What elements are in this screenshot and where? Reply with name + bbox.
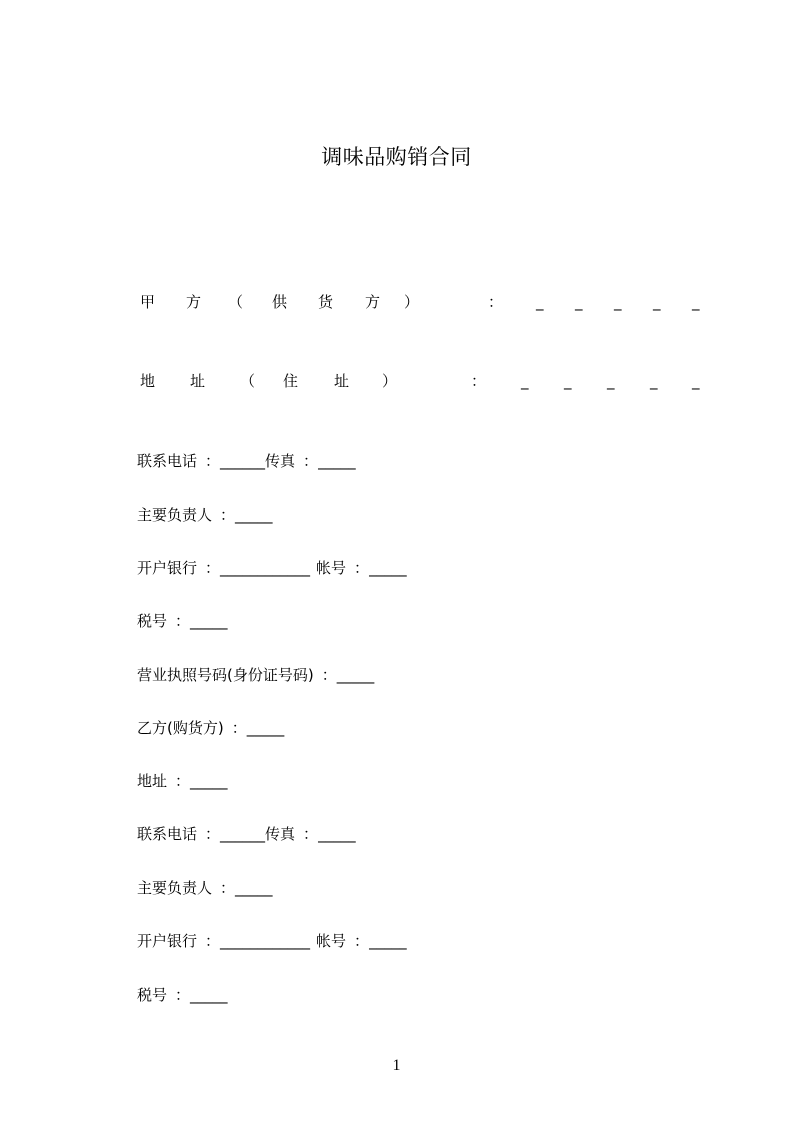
address-blank: _ — [607, 372, 615, 390]
address-blank: _ — [521, 372, 529, 390]
colon: ： — [175, 612, 191, 630]
colon: ： — [303, 825, 319, 843]
colon: ： — [354, 932, 370, 950]
party-b-line — [137, 718, 284, 738]
colon: ： — [303, 452, 319, 470]
address-blank: _ — [692, 372, 700, 390]
party-a-blank: _ — [692, 293, 700, 311]
phone-label: 联系电话 — [137, 825, 198, 843]
tax-label: 税号 — [137, 986, 168, 1004]
party-a-char: （ — [228, 293, 244, 311]
party-a-blank: _ — [653, 293, 661, 311]
colon: ： — [205, 452, 221, 470]
party-a-manager-line — [137, 505, 273, 525]
address-blank: _ — [564, 372, 572, 390]
colon: ： — [220, 879, 236, 897]
colon: ： — [231, 719, 247, 737]
tax-value: _____ — [190, 612, 228, 630]
party-a-char: ） — [404, 293, 420, 311]
tax-label: 税号 — [137, 612, 168, 630]
address-char: ） — [382, 372, 398, 390]
party-b-bank-line — [137, 931, 407, 951]
colon: ： — [205, 559, 221, 577]
colon: ： — [220, 506, 236, 524]
bank-label: 开户银行 — [137, 932, 198, 950]
page-number: 1 — [392, 1057, 401, 1074]
phone-value: ______ — [220, 452, 266, 470]
party-b-phone-line — [137, 824, 356, 844]
colon: ： — [205, 932, 221, 950]
address-char: ： — [471, 372, 487, 390]
colon: ： — [175, 986, 191, 1004]
party-a-char: 方 — [365, 293, 381, 311]
party-a-phone-line — [137, 451, 356, 471]
license-label: 营业执照号码(身份证号码) — [137, 666, 314, 684]
address-char: 住 — [283, 372, 299, 390]
address-value: _____ — [190, 772, 228, 790]
party-a-blank: _ — [575, 293, 583, 311]
manager-value: _____ — [235, 506, 273, 524]
party-b-label: 乙方(购货方) — [137, 719, 224, 737]
party-b-value: _____ — [246, 719, 285, 737]
fax-value: _____ — [318, 452, 356, 470]
party-a-char: 货 — [318, 293, 334, 311]
address-label: 地址 — [137, 772, 168, 790]
address-char: （ — [240, 372, 256, 390]
party-a-char: 甲 — [140, 293, 156, 311]
party-b-manager-line — [137, 878, 273, 898]
manager-value: _____ — [235, 879, 273, 897]
address-blank: _ — [650, 372, 658, 390]
bank-label: 开户银行 — [137, 559, 198, 577]
tax-value: _____ — [190, 986, 228, 1004]
fax-label: 传真 — [265, 825, 296, 843]
account-label: 帐号 — [316, 932, 347, 950]
party-a-char: 方 — [186, 293, 202, 311]
account-value: _____ — [369, 932, 407, 950]
party-b-address-line — [137, 771, 228, 791]
party-a-blank: _ — [614, 293, 622, 311]
party-a-char: ： — [488, 293, 504, 311]
party-b-tax-line — [137, 985, 228, 1005]
manager-label: 主要负责人 — [137, 879, 213, 897]
phone-value: ______ — [220, 825, 266, 843]
account-value: _____ — [369, 559, 407, 577]
colon: ： — [321, 666, 337, 684]
document-title: 调味品购销合同 — [321, 145, 472, 169]
address-char: 址 — [334, 372, 350, 390]
colon: ： — [175, 772, 191, 790]
party-a-bank-line — [137, 558, 407, 578]
license-value: _____ — [336, 666, 375, 684]
party-a-blank: _ — [536, 293, 544, 311]
fax-label: 传真 — [265, 452, 296, 470]
party-a-char: 供 — [272, 293, 288, 311]
fax-value: _____ — [318, 825, 356, 843]
colon: ： — [354, 559, 370, 577]
party-a-tax-line — [137, 611, 228, 631]
bank-value: ____________ — [220, 559, 311, 577]
bank-value: ____________ — [220, 932, 311, 950]
phone-label: 联系电话 — [137, 452, 198, 470]
party-a-license-line — [137, 665, 374, 685]
address-char: 地 — [140, 372, 156, 390]
account-label: 帐号 — [316, 559, 347, 577]
manager-label: 主要负责人 — [137, 506, 213, 524]
colon: ： — [205, 825, 221, 843]
address-char: 址 — [190, 372, 206, 390]
